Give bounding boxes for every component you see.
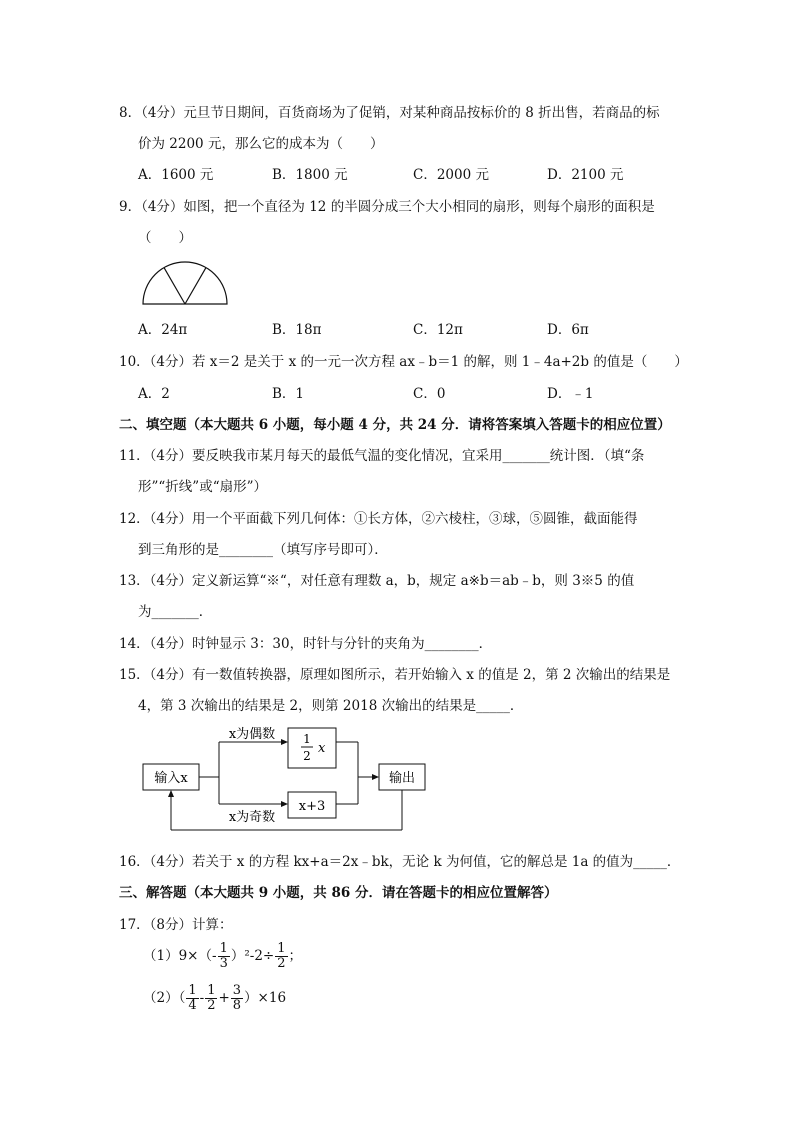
q8-option-c: C．2000 元 — [413, 167, 489, 183]
denominator: 3 — [219, 956, 228, 971]
even-label: x为偶数 — [228, 727, 276, 742]
q10-option-d: D．﹣1 — [547, 386, 594, 402]
q16-line1: 16．（4分）若关于 x 的方程 kx+a＝2x﹣bk，无论 k 为何值，它的解总是 1a 的值为_____． — [119, 854, 681, 870]
q9-line1: 9．（4分）如图，把一个直径为 12 的半圆分成三个大小相同的扇形，则每个扇形的面积是 — [119, 199, 655, 215]
denominator: 8 — [232, 998, 242, 1013]
half-box — [288, 728, 336, 768]
q17-part2-label: （2）（ — [143, 990, 186, 1006]
q10-option-b: B．1 — [272, 386, 305, 402]
q8-option-d: D．2100 元 — [547, 167, 624, 183]
numerator: 1 — [188, 983, 197, 998]
q17-part1 — [143, 938, 302, 974]
numerator: 1 — [277, 941, 286, 956]
output-label: 输出 — [388, 771, 416, 786]
q8-line1: 8．（4分）元旦节日期间，百货商场为了促销，对某种商品按标价的 8 折出售，若商品的标 — [119, 105, 660, 121]
q17-line1: 17．（8分）计算： — [119, 917, 233, 933]
plus-label: x+3 — [298, 799, 326, 814]
q15-line2: 4，第 3 次输出的结果是 2，则第 2018 次输出的结果是_____． — [138, 698, 524, 714]
input-label: 输入x — [154, 771, 188, 786]
q10-option-c: C．0 — [413, 386, 446, 402]
q11-line2: 形”“折线”或“扇形”） — [138, 479, 268, 495]
q17-part2-op2: + — [218, 990, 230, 1006]
fraction — [275, 942, 287, 971]
numerator: 3 — [232, 983, 242, 998]
half-numerator: 1 — [303, 732, 311, 746]
q9-option-c: C．12π — [413, 322, 463, 338]
q10-option-a: A．2 — [138, 386, 170, 402]
numerator: 1 — [219, 941, 228, 956]
q17-part1-end: ； — [288, 948, 302, 964]
denominator: 2 — [277, 956, 286, 971]
denominator: 2 — [207, 998, 216, 1013]
numerator: 1 — [207, 983, 216, 998]
semicircle-figure — [138, 258, 232, 308]
odd-label: x为奇数 — [228, 810, 276, 825]
denominator: 4 — [188, 998, 197, 1013]
q14-line1: 14．（4分）时钟显示 3：30，时针与分针的夹角为________． — [119, 636, 493, 652]
fraction — [231, 984, 243, 1013]
q12-line1: 12．（4分）用一个平面截下列几何体：①长方体，②六棱柱，③球，⑤圆锥，截面能得 — [119, 511, 638, 527]
q17-part2-end: ）×16 — [244, 990, 287, 1006]
q8-option-a: A．1600 元 — [138, 167, 214, 183]
q9-line2: （ ） — [138, 230, 192, 246]
fraction — [186, 984, 198, 1013]
q15-line1: 15．（4分）有一数值转换器，原理如图所示，若开始输入 x 的值是 2，第 2 次输出的结果是 — [119, 667, 671, 683]
q11-line1: 11．（4分）要反映我市某月每天的最低气温的变化情况，宜采用_______统计图．（填“条 — [119, 448, 645, 464]
q13-line2: 为_______． — [138, 604, 213, 620]
q9-option-b: B．18π — [272, 322, 322, 338]
section-2-heading: 二、填空题（本大题共 6 小题，每小题 4 分，共 24 分．请将答案填入答题卡的相应位置） — [119, 417, 671, 433]
q17-part2-op1: - — [199, 990, 205, 1006]
converter-flowchart — [140, 726, 430, 834]
q8-option-b: B．1800 元 — [272, 167, 348, 183]
q9-option-a: A．24π — [138, 322, 188, 338]
q12-line2: 到三角形的是________（填写序号即可）． — [138, 542, 388, 558]
q13-line1: 13．（4分）定义新运算“※“，对任意有理数 a，b，规定 a※b＝ab﹣b，则 3※5 的值 — [119, 573, 635, 589]
q8-line2: 价为 2200 元，那么它的成本为（ ） — [138, 136, 384, 152]
fraction — [205, 984, 217, 1013]
fraction — [218, 942, 230, 971]
q17-part1-mid: ）²-2÷ — [230, 948, 275, 964]
section-3-heading: 三、解答题（本大题共 9 小题，共 86 分．请在答题卡的相应位置解答） — [119, 885, 558, 901]
q10-line1: 10．（4分）若 x＝2 是关于 x 的一元一次方程 ax﹣b＝1 的解，则 1﹣4a+2b 的值是（ ） — [119, 354, 688, 370]
half-variable: x — [318, 741, 326, 756]
q17-part1-label: （1）9×（- — [143, 948, 217, 964]
q17-part2 — [143, 980, 286, 1016]
q9-option-d: D．6π — [547, 322, 589, 338]
half-denominator: 2 — [303, 749, 311, 763]
